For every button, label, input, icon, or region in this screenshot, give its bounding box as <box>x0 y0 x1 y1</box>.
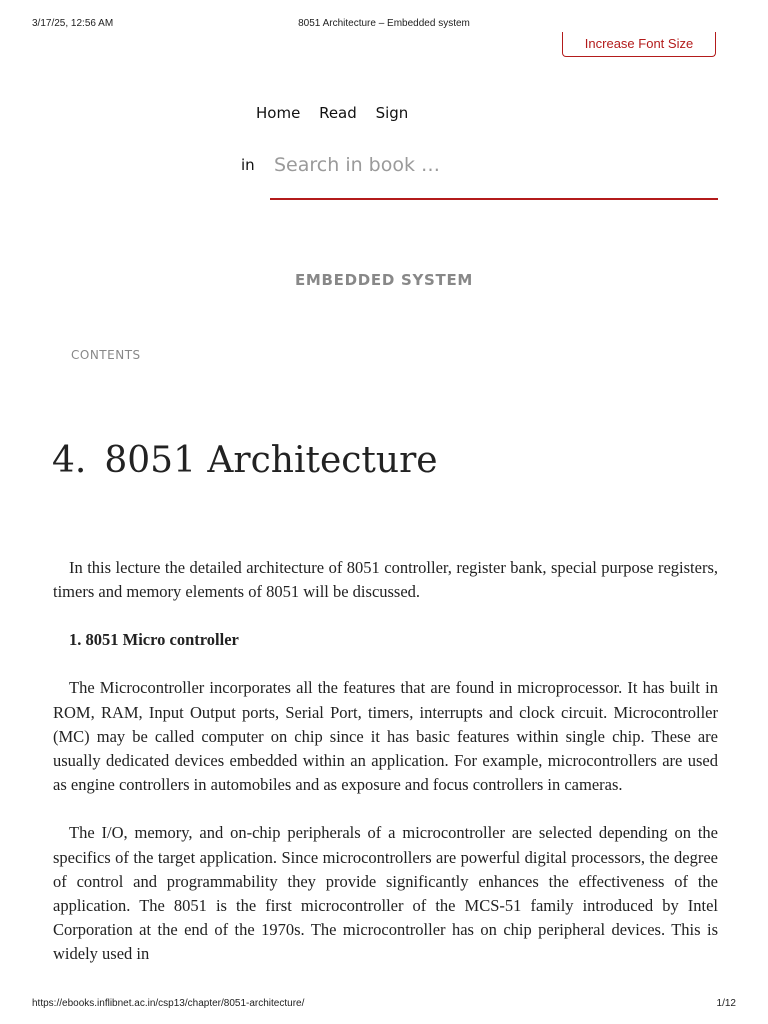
print-footer <box>32 998 736 1012</box>
section-heading: 1. 8051 Micro controller <box>69 630 239 650</box>
print-datetime: 3/17/25, 12:56 AM <box>32 18 114 29</box>
nav-sign-in-link-continued[interactable]: in <box>241 156 255 174</box>
nav-read-link[interactable]: Read <box>319 104 357 122</box>
body-paragraph: The I/O, memory, and on-chip peripherals of a microcontroller are selected depending on the specifics of the target application. Since microcontrollers are powerful digital processors, the degree of control and programmability they provide significantly enhances the effectiveness of the application. The 8051 is the first microcontroller of the MCS-51 family introduced by Intel Corporation at the end of the 1970s. The microcontroller has on chip peripheral devices. This is widely used in <box>53 823 718 964</box>
nav-home-link[interactable]: Home <box>256 104 301 122</box>
book-title[interactable]: EMBEDDED SYSTEM <box>294 271 474 289</box>
nav-sign-in-link[interactable]: Sign <box>375 104 409 122</box>
print-header <box>32 18 736 32</box>
chapter-number: 4. <box>52 440 87 481</box>
intro-paragraph: In this lecture the detailed architecture of 8051 controller, register bank, special purpose registers, timers and memory elements of 8051 will be discussed. <box>53 558 718 602</box>
body-paragraph: The Microcontroller incorporates all the features that are found in microprocessor. It has built in ROM, RAM, Input Output ports, Serial Port, timers, interrupts and clock circuit. Microcontroller (MC) may be called computer on chip since it has basic features within single chip. These are usually dedicated devices embedded within an application. For example, microcontrollers are used as engine controllers in automobiles and as exposure and focus controllers in cameras. <box>53 678 718 795</box>
chapter-title-text: 8051 Architecture <box>104 440 438 481</box>
increase-font-size-button[interactable]: Increase Font Size <box>562 32 716 57</box>
contents-link[interactable]: CONTENTS <box>71 348 141 362</box>
print-page-title: 8051 Architecture – Embedded system <box>298 18 470 29</box>
chapter-content <box>53 556 718 991</box>
main-nav <box>256 104 422 122</box>
print-url: https://ebooks.inflibnet.ac.in/csp13/chapter/8051-architecture/ <box>32 998 305 1009</box>
page-indicator: 1/12 <box>716 998 736 1009</box>
chapter-title <box>52 440 438 481</box>
search-input[interactable] <box>270 146 718 200</box>
